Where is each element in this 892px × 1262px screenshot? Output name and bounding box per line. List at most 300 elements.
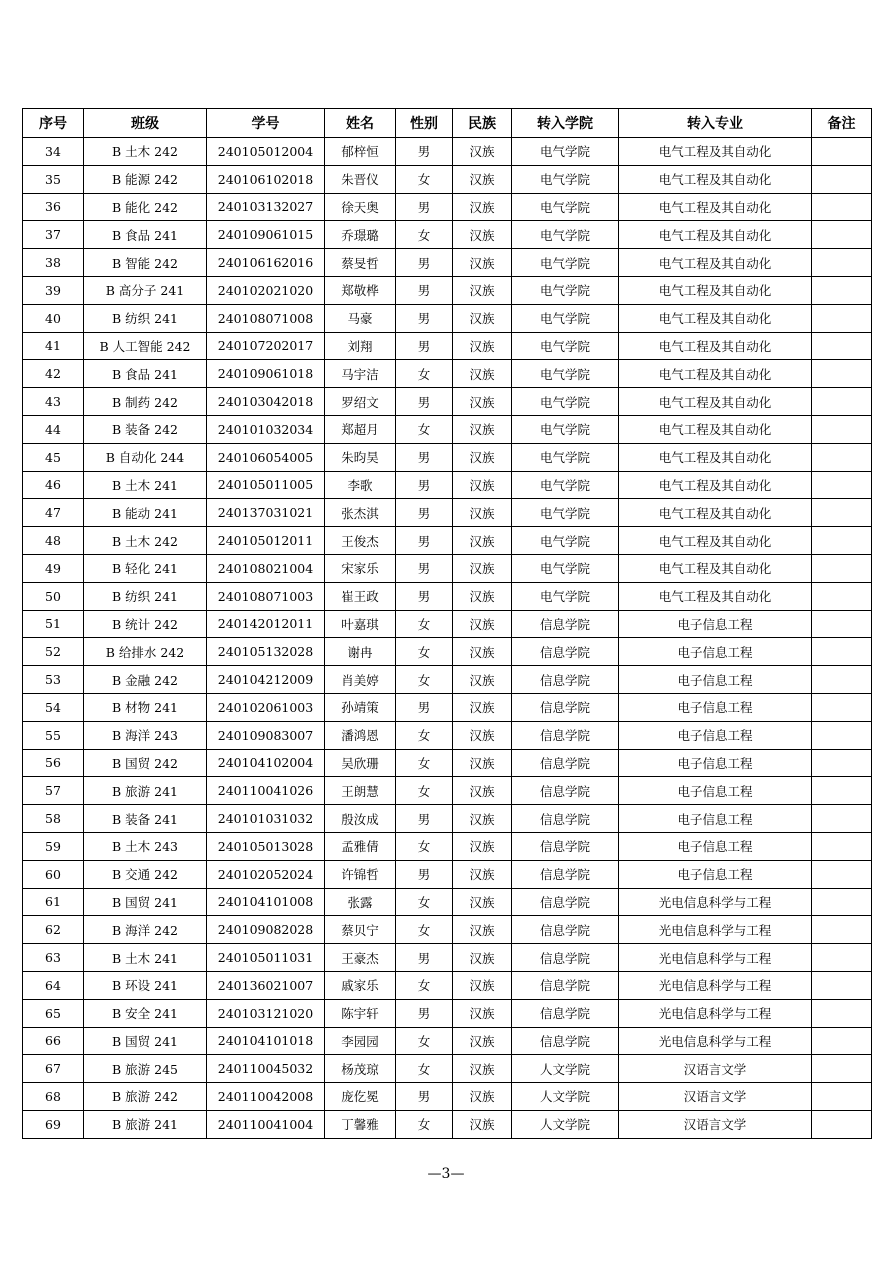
college-cell: 电气学院 — [512, 249, 619, 277]
name-cell: 庞仡冕 — [325, 1083, 396, 1111]
class-cell: B 国贸 241 — [84, 888, 207, 916]
student-id-cell: 240136021007 — [207, 971, 325, 999]
gender-cell: 男 — [396, 693, 453, 721]
ethnicity-cell: 汉族 — [453, 944, 512, 972]
seq-cell: 67 — [23, 1055, 84, 1083]
gender-cell: 男 — [396, 554, 453, 582]
class-cell: B 旅游 242 — [84, 1083, 207, 1111]
class-cell: B 海洋 242 — [84, 916, 207, 944]
seq-cell: 52 — [23, 638, 84, 666]
college-cell: 信息学院 — [512, 638, 619, 666]
remark-cell — [812, 1083, 872, 1111]
ethnicity-cell: 汉族 — [453, 638, 512, 666]
student-id-cell: 240101031032 — [207, 805, 325, 833]
table-row — [23, 304, 872, 332]
gender-cell: 男 — [396, 332, 453, 360]
class-cell: B 能源 242 — [84, 165, 207, 193]
name-cell: 孙靖策 — [325, 693, 396, 721]
remark-cell — [812, 415, 872, 443]
name-cell: 丁馨雅 — [325, 1110, 396, 1138]
major-cell: 电子信息工程 — [619, 610, 812, 638]
student-id-cell: 240109061015 — [207, 221, 325, 249]
name-cell: 王豪杰 — [325, 944, 396, 972]
remark-cell — [812, 1027, 872, 1055]
remark-cell — [812, 332, 872, 360]
remark-cell — [812, 249, 872, 277]
gender-cell: 男 — [396, 443, 453, 471]
remark-cell — [812, 638, 872, 666]
student-id-cell: 240105011031 — [207, 944, 325, 972]
seq-cell: 58 — [23, 805, 84, 833]
table-row — [23, 888, 872, 916]
college-cell: 信息学院 — [512, 693, 619, 721]
gender-cell: 女 — [396, 1027, 453, 1055]
major-cell: 光电信息科学与工程 — [619, 999, 812, 1027]
table-row — [23, 1083, 872, 1111]
name-cell: 孟雅倩 — [325, 832, 396, 860]
gender-cell: 男 — [396, 276, 453, 304]
college-cell: 信息学院 — [512, 971, 619, 999]
remark-cell — [812, 999, 872, 1027]
seq-cell: 57 — [23, 777, 84, 805]
major-cell: 汉语言文学 — [619, 1110, 812, 1138]
class-cell: B 材物 241 — [84, 693, 207, 721]
gender-cell: 女 — [396, 721, 453, 749]
gender-cell: 女 — [396, 888, 453, 916]
seq-cell: 66 — [23, 1027, 84, 1055]
table-row — [23, 388, 872, 416]
seq-cell: 46 — [23, 471, 84, 499]
name-cell: 谢冉 — [325, 638, 396, 666]
class-cell: B 人工智能 242 — [84, 332, 207, 360]
seq-cell: 37 — [23, 221, 84, 249]
name-cell: 李歌 — [325, 471, 396, 499]
college-cell: 人文学院 — [512, 1110, 619, 1138]
remark-cell — [812, 832, 872, 860]
remark-cell — [812, 499, 872, 527]
major-cell: 光电信息科学与工程 — [619, 944, 812, 972]
seq-cell: 61 — [23, 888, 84, 916]
ethnicity-cell: 汉族 — [453, 138, 512, 166]
name-cell: 马宇洁 — [325, 360, 396, 388]
student-id-cell: 240105132028 — [207, 638, 325, 666]
seq-cell: 56 — [23, 749, 84, 777]
ethnicity-cell: 汉族 — [453, 304, 512, 332]
major-cell: 电气工程及其自动化 — [619, 388, 812, 416]
student-id-cell: 240103121020 — [207, 999, 325, 1027]
college-cell: 电气学院 — [512, 415, 619, 443]
remark-cell — [812, 471, 872, 499]
major-cell: 电气工程及其自动化 — [619, 360, 812, 388]
student-id-cell: 240105013028 — [207, 832, 325, 860]
remark-cell — [812, 1110, 872, 1138]
major-cell: 电气工程及其自动化 — [619, 249, 812, 277]
student-id-cell: 240103042018 — [207, 388, 325, 416]
student-id-cell: 240106102018 — [207, 165, 325, 193]
student-id-cell: 240103132027 — [207, 193, 325, 221]
name-cell: 杨茂琼 — [325, 1055, 396, 1083]
remark-cell — [812, 777, 872, 805]
class-cell: B 旅游 245 — [84, 1055, 207, 1083]
student-id-cell: 240105011005 — [207, 471, 325, 499]
table-row — [23, 860, 872, 888]
transfer-student-table — [22, 108, 872, 1139]
college-cell: 人文学院 — [512, 1083, 619, 1111]
remark-cell — [812, 944, 872, 972]
college-cell: 电气学院 — [512, 221, 619, 249]
ethnicity-cell: 汉族 — [453, 471, 512, 499]
remark-cell — [812, 693, 872, 721]
student-id-cell: 240101032034 — [207, 415, 325, 443]
major-cell: 电子信息工程 — [619, 805, 812, 833]
major-cell: 电气工程及其自动化 — [619, 443, 812, 471]
table-row — [23, 165, 872, 193]
class-cell: B 装备 242 — [84, 415, 207, 443]
table-row — [23, 1027, 872, 1055]
seq-cell: 48 — [23, 527, 84, 555]
ethnicity-cell: 汉族 — [453, 415, 512, 443]
major-cell: 电子信息工程 — [619, 860, 812, 888]
name-cell: 乔璟璐 — [325, 221, 396, 249]
seq-cell: 34 — [23, 138, 84, 166]
ethnicity-cell: 汉族 — [453, 193, 512, 221]
major-cell: 电气工程及其自动化 — [619, 138, 812, 166]
student-id-cell: 240109061018 — [207, 360, 325, 388]
gender-cell: 男 — [396, 249, 453, 277]
remark-cell — [812, 138, 872, 166]
class-cell: B 安全 241 — [84, 999, 207, 1027]
student-id-cell: 240102021020 — [207, 276, 325, 304]
name-cell: 蔡旻哲 — [325, 249, 396, 277]
class-cell: B 金融 242 — [84, 666, 207, 694]
college-cell: 电气学院 — [512, 165, 619, 193]
college-cell: 电气学院 — [512, 276, 619, 304]
name-cell: 郑超月 — [325, 415, 396, 443]
college-cell: 电气学院 — [512, 138, 619, 166]
remark-cell — [812, 554, 872, 582]
class-cell: B 制药 242 — [84, 388, 207, 416]
student-id-cell: 240108071008 — [207, 304, 325, 332]
student-id-cell: 240109082028 — [207, 916, 325, 944]
class-cell: B 统计 242 — [84, 610, 207, 638]
student-id-cell: 240110042008 — [207, 1083, 325, 1111]
major-cell: 电气工程及其自动化 — [619, 304, 812, 332]
gender-cell: 男 — [396, 527, 453, 555]
seq-cell: 50 — [23, 582, 84, 610]
college-cell: 信息学院 — [512, 749, 619, 777]
table-row — [23, 1110, 872, 1138]
ethnicity-cell: 汉族 — [453, 888, 512, 916]
major-cell: 电气工程及其自动化 — [619, 471, 812, 499]
class-cell: B 土木 241 — [84, 471, 207, 499]
name-cell: 郁梓恒 — [325, 138, 396, 166]
ethnicity-cell: 汉族 — [453, 832, 512, 860]
college-cell: 信息学院 — [512, 805, 619, 833]
name-cell: 罗绍文 — [325, 388, 396, 416]
remark-cell — [812, 527, 872, 555]
gender-cell: 男 — [396, 138, 453, 166]
class-cell: B 食品 241 — [84, 221, 207, 249]
table-row — [23, 276, 872, 304]
ethnicity-cell: 汉族 — [453, 221, 512, 249]
ethnicity-cell: 汉族 — [453, 610, 512, 638]
remark-cell — [812, 916, 872, 944]
header-cell: 序号 — [23, 109, 84, 138]
student-id-cell: 240110041026 — [207, 777, 325, 805]
remark-cell — [812, 860, 872, 888]
seq-cell: 45 — [23, 443, 84, 471]
gender-cell: 女 — [396, 415, 453, 443]
college-cell: 信息学院 — [512, 944, 619, 972]
header-cell: 转入专业 — [619, 109, 812, 138]
gender-cell: 女 — [396, 1055, 453, 1083]
table-row — [23, 471, 872, 499]
table-row — [23, 221, 872, 249]
table-row — [23, 499, 872, 527]
gender-cell: 男 — [396, 471, 453, 499]
college-cell: 电气学院 — [512, 554, 619, 582]
student-id-cell: 240102061003 — [207, 693, 325, 721]
name-cell: 王俊杰 — [325, 527, 396, 555]
name-cell: 李园园 — [325, 1027, 396, 1055]
remark-cell — [812, 888, 872, 916]
college-cell: 信息学院 — [512, 832, 619, 860]
college-cell: 电气学院 — [512, 582, 619, 610]
ethnicity-cell: 汉族 — [453, 1055, 512, 1083]
major-cell: 光电信息科学与工程 — [619, 916, 812, 944]
college-cell: 电气学院 — [512, 332, 619, 360]
class-cell: B 土木 243 — [84, 832, 207, 860]
ethnicity-cell: 汉族 — [453, 916, 512, 944]
seq-cell: 68 — [23, 1083, 84, 1111]
seq-cell: 60 — [23, 860, 84, 888]
major-cell: 光电信息科学与工程 — [619, 888, 812, 916]
seq-cell: 35 — [23, 165, 84, 193]
student-id-cell: 240105012004 — [207, 138, 325, 166]
gender-cell: 男 — [396, 999, 453, 1027]
major-cell: 电气工程及其自动化 — [619, 165, 812, 193]
name-cell: 郑敬桦 — [325, 276, 396, 304]
gender-cell: 男 — [396, 805, 453, 833]
name-cell: 徐天奥 — [325, 193, 396, 221]
ethnicity-cell: 汉族 — [453, 721, 512, 749]
table-row — [23, 916, 872, 944]
major-cell: 电气工程及其自动化 — [619, 415, 812, 443]
name-cell: 张露 — [325, 888, 396, 916]
class-cell: B 交通 242 — [84, 860, 207, 888]
class-cell: B 高分子 241 — [84, 276, 207, 304]
student-id-cell: 240110045032 — [207, 1055, 325, 1083]
ethnicity-cell: 汉族 — [453, 582, 512, 610]
class-cell: B 国贸 241 — [84, 1027, 207, 1055]
gender-cell: 男 — [396, 388, 453, 416]
gender-cell: 女 — [396, 610, 453, 638]
name-cell: 王朗慧 — [325, 777, 396, 805]
table-row — [23, 610, 872, 638]
name-cell: 肖美婷 — [325, 666, 396, 694]
class-cell: B 智能 242 — [84, 249, 207, 277]
student-id-cell: 240106054005 — [207, 443, 325, 471]
seq-cell: 38 — [23, 249, 84, 277]
table-row — [23, 832, 872, 860]
seq-cell: 59 — [23, 832, 84, 860]
ethnicity-cell: 汉族 — [453, 749, 512, 777]
table-row — [23, 527, 872, 555]
college-cell: 信息学院 — [512, 610, 619, 638]
ethnicity-cell: 汉族 — [453, 971, 512, 999]
class-cell: B 食品 241 — [84, 360, 207, 388]
table-row — [23, 249, 872, 277]
gender-cell: 女 — [396, 360, 453, 388]
table-row — [23, 638, 872, 666]
student-id-cell: 240104101008 — [207, 888, 325, 916]
seq-cell: 53 — [23, 666, 84, 694]
seq-cell: 69 — [23, 1110, 84, 1138]
table-row — [23, 721, 872, 749]
class-cell: B 装备 241 — [84, 805, 207, 833]
name-cell: 朱昀昊 — [325, 443, 396, 471]
student-id-cell: 240105012011 — [207, 527, 325, 555]
seq-cell: 47 — [23, 499, 84, 527]
ethnicity-cell: 汉族 — [453, 805, 512, 833]
gender-cell: 女 — [396, 832, 453, 860]
header-cell: 学号 — [207, 109, 325, 138]
major-cell: 电子信息工程 — [619, 777, 812, 805]
college-cell: 信息学院 — [512, 777, 619, 805]
student-id-cell: 240104101018 — [207, 1027, 325, 1055]
student-id-cell: 240104102004 — [207, 749, 325, 777]
gender-cell: 女 — [396, 1110, 453, 1138]
remark-cell — [812, 276, 872, 304]
major-cell: 汉语言文学 — [619, 1055, 812, 1083]
class-cell: B 国贸 242 — [84, 749, 207, 777]
student-id-cell: 240107202017 — [207, 332, 325, 360]
major-cell: 电气工程及其自动化 — [619, 332, 812, 360]
major-cell: 电子信息工程 — [619, 666, 812, 694]
remark-cell — [812, 388, 872, 416]
table-row — [23, 944, 872, 972]
ethnicity-cell: 汉族 — [453, 499, 512, 527]
seq-cell: 51 — [23, 610, 84, 638]
college-cell: 电气学院 — [512, 304, 619, 332]
college-cell: 信息学院 — [512, 860, 619, 888]
college-cell: 信息学院 — [512, 666, 619, 694]
ethnicity-cell: 汉族 — [453, 693, 512, 721]
major-cell: 电气工程及其自动化 — [619, 554, 812, 582]
seq-cell: 40 — [23, 304, 84, 332]
table-row — [23, 971, 872, 999]
name-cell: 陈宇轩 — [325, 999, 396, 1027]
remark-cell — [812, 582, 872, 610]
major-cell: 汉语言文学 — [619, 1083, 812, 1111]
class-cell: B 纺织 241 — [84, 304, 207, 332]
seq-cell: 49 — [23, 554, 84, 582]
college-cell: 电气学院 — [512, 443, 619, 471]
remark-cell — [812, 805, 872, 833]
remark-cell — [812, 749, 872, 777]
remark-cell — [812, 193, 872, 221]
gender-cell: 男 — [396, 1083, 453, 1111]
table-row — [23, 415, 872, 443]
major-cell: 电子信息工程 — [619, 749, 812, 777]
ethnicity-cell: 汉族 — [453, 999, 512, 1027]
header-cell: 备注 — [812, 109, 872, 138]
major-cell: 电气工程及其自动化 — [619, 276, 812, 304]
major-cell: 电子信息工程 — [619, 638, 812, 666]
major-cell: 光电信息科学与工程 — [619, 971, 812, 999]
name-cell: 蔡贝宁 — [325, 916, 396, 944]
class-cell: B 土木 241 — [84, 944, 207, 972]
ethnicity-cell: 汉族 — [453, 276, 512, 304]
remark-cell — [812, 610, 872, 638]
class-cell: B 给排水 242 — [84, 638, 207, 666]
gender-cell: 女 — [396, 971, 453, 999]
college-cell: 人文学院 — [512, 1055, 619, 1083]
remark-cell — [812, 666, 872, 694]
seq-cell: 42 — [23, 360, 84, 388]
table-row — [23, 777, 872, 805]
class-cell: B 环设 241 — [84, 971, 207, 999]
table-row — [23, 693, 872, 721]
header-cell: 民族 — [453, 109, 512, 138]
college-cell: 电气学院 — [512, 527, 619, 555]
header-cell: 性别 — [396, 109, 453, 138]
major-cell: 电气工程及其自动化 — [619, 221, 812, 249]
class-cell: B 自动化 244 — [84, 443, 207, 471]
major-cell: 电气工程及其自动化 — [619, 193, 812, 221]
seq-cell: 65 — [23, 999, 84, 1027]
gender-cell: 男 — [396, 304, 453, 332]
college-cell: 电气学院 — [512, 471, 619, 499]
remark-cell — [812, 1055, 872, 1083]
student-id-cell: 240106162016 — [207, 249, 325, 277]
ethnicity-cell: 汉族 — [453, 360, 512, 388]
seq-cell: 39 — [23, 276, 84, 304]
remark-cell — [812, 360, 872, 388]
name-cell: 宋家乐 — [325, 554, 396, 582]
table-row — [23, 582, 872, 610]
ethnicity-cell: 汉族 — [453, 249, 512, 277]
gender-cell: 女 — [396, 638, 453, 666]
major-cell: 光电信息科学与工程 — [619, 1027, 812, 1055]
name-cell: 殷汝成 — [325, 805, 396, 833]
ethnicity-cell: 汉族 — [453, 1110, 512, 1138]
ethnicity-cell: 汉族 — [453, 666, 512, 694]
name-cell: 马豪 — [325, 304, 396, 332]
remark-cell — [812, 971, 872, 999]
ethnicity-cell: 汉族 — [453, 165, 512, 193]
remark-cell — [812, 304, 872, 332]
college-cell: 信息学院 — [512, 1027, 619, 1055]
table-body — [23, 138, 872, 1139]
class-cell: B 轻化 241 — [84, 554, 207, 582]
name-cell: 潘鸿恩 — [325, 721, 396, 749]
page-number: —3— — [427, 1166, 465, 1182]
student-id-cell: 240137031021 — [207, 499, 325, 527]
class-cell: B 土木 242 — [84, 527, 207, 555]
seq-cell: 54 — [23, 693, 84, 721]
remark-cell — [812, 443, 872, 471]
major-cell: 电子信息工程 — [619, 693, 812, 721]
ethnicity-cell: 汉族 — [453, 332, 512, 360]
header-cell: 班级 — [84, 109, 207, 138]
gender-cell: 女 — [396, 221, 453, 249]
gender-cell: 男 — [396, 193, 453, 221]
class-cell: B 纺织 241 — [84, 582, 207, 610]
table-row — [23, 193, 872, 221]
seq-cell: 43 — [23, 388, 84, 416]
remark-cell — [812, 165, 872, 193]
